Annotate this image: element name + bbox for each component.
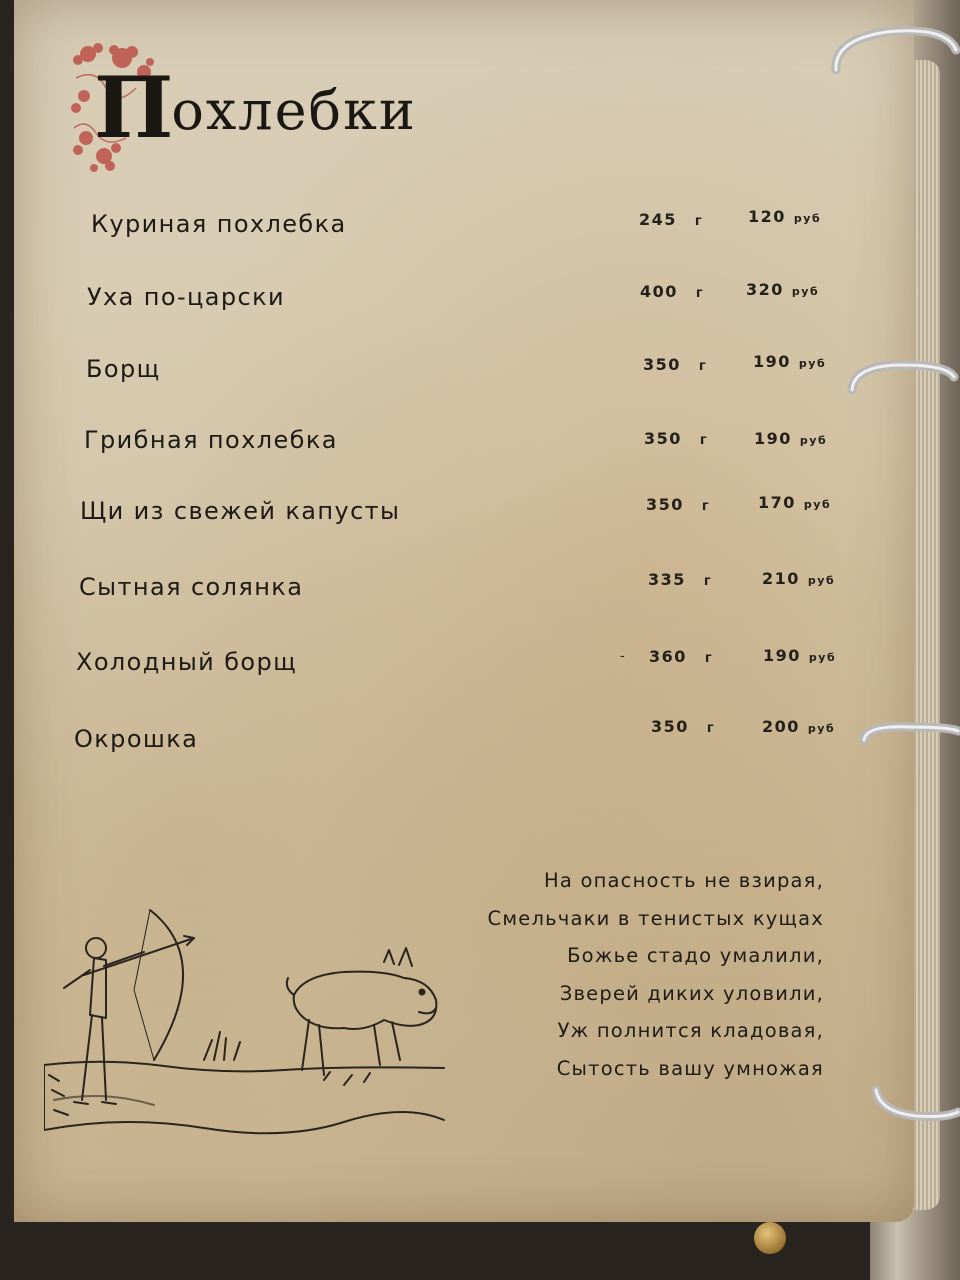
price-unit: руб <box>799 434 828 447</box>
item-name: Окрошка <box>74 725 199 753</box>
weight-value: 350 <box>643 355 681 374</box>
item-name: Грибная похлебка <box>84 426 338 454</box>
item-price <box>754 429 827 448</box>
price-value: 170 <box>758 493 796 512</box>
price-value: 120 <box>748 207 786 226</box>
item-price <box>762 717 835 736</box>
item-weight <box>651 717 715 736</box>
weight-value: 400 <box>640 282 678 301</box>
weight-unit: г <box>698 359 708 374</box>
weight-dash: - <box>620 648 625 664</box>
item-weight <box>644 429 708 448</box>
price-value: 190 <box>763 646 801 665</box>
price-unit: руб <box>808 651 837 664</box>
poem-line: Сытость вашу умножая <box>556 1056 824 1080</box>
weight-value: 350 <box>646 495 684 514</box>
item-price <box>758 493 831 512</box>
item-name: Куриная похлебка <box>91 210 347 238</box>
item-price <box>763 646 836 665</box>
item-weight <box>648 570 712 589</box>
item-weight <box>646 495 710 514</box>
price-unit: руб <box>807 574 836 587</box>
weight-value: 350 <box>644 429 682 448</box>
item-name: Борщ <box>86 355 161 383</box>
item-name: Щи из свежей капусты <box>80 497 401 525</box>
item-weight <box>649 647 713 666</box>
item-price <box>748 207 821 226</box>
weight-value: 335 <box>648 570 686 589</box>
poem-line: Уж полнится кладовая, <box>557 1019 824 1042</box>
weight-unit: г <box>695 286 705 301</box>
price-unit: руб <box>803 498 832 511</box>
title-text: охлебки <box>171 79 417 142</box>
item-price <box>746 280 819 299</box>
price-unit: руб <box>798 357 827 370</box>
item-price <box>762 569 835 588</box>
item-name: Холодный борщ <box>76 648 298 676</box>
weight-value: 245 <box>639 210 677 229</box>
binder-ring-icon <box>854 715 960 755</box>
binder-ring-icon <box>842 355 960 405</box>
poem-line: На опасность не взирая, <box>544 869 824 892</box>
price-unit: руб <box>807 722 836 735</box>
price-unit: руб <box>793 212 822 225</box>
price-value: 190 <box>754 429 792 448</box>
binder-ring-icon <box>826 20 960 90</box>
weight-unit: г <box>706 721 716 736</box>
item-weight <box>643 355 707 374</box>
item-weight <box>640 282 704 301</box>
menu-page <box>14 0 914 1222</box>
archer-boar-illustration <box>44 900 464 1160</box>
brass-screw-icon <box>754 1222 786 1254</box>
weight-unit: г <box>704 651 714 666</box>
weight-value: 350 <box>651 717 689 736</box>
binder-ring-icon <box>866 1080 960 1130</box>
poem-line: Зверей диких уловили, <box>559 981 824 1005</box>
price-value: 190 <box>753 352 791 371</box>
item-price <box>753 352 826 371</box>
price-value: 200 <box>762 717 800 736</box>
item-name: Уха по-царски <box>87 283 285 311</box>
item-weight <box>639 210 703 229</box>
price-value: 210 <box>762 569 800 588</box>
price-unit: руб <box>791 285 820 298</box>
weight-unit: г <box>703 574 713 589</box>
poem-line: Смельчаки в тенистых кущах <box>487 906 824 930</box>
menu-list <box>14 0 914 800</box>
weight-unit: г <box>694 214 704 229</box>
item-name: Сытная солянка <box>79 573 304 601</box>
price-value: 320 <box>746 280 784 299</box>
title-initial: П <box>94 58 176 157</box>
weight-value: 360 <box>649 647 687 666</box>
weight-unit: г <box>699 433 709 448</box>
poem-line: Божье стадо умалили, <box>567 944 824 967</box>
weight-unit: г <box>701 499 711 514</box>
